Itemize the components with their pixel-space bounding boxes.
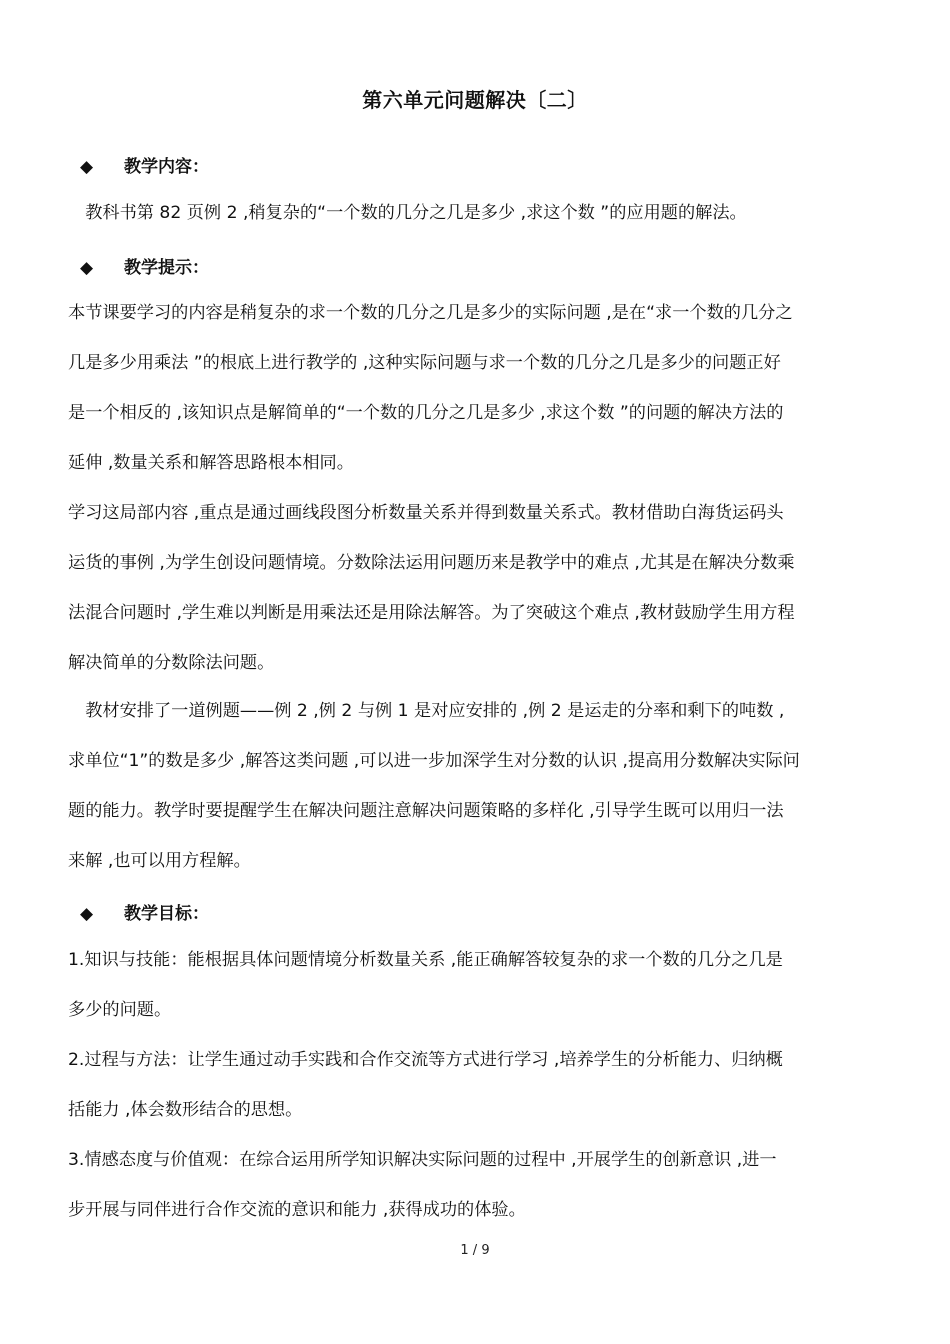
paragraph-hints-3 [68, 686, 888, 886]
text-line: 本节课要学习的内容是稍复杂的求一个数的几分之几是多少的实际问题 ,是在“求一个数的几分之 [68, 303, 793, 323]
text-line: 来解 ,也可以用方程解。 [68, 851, 251, 871]
text-line: 题的能力。教学时要提醒学生在解决问题注意解决问题策略的多样化 ,引导学生既可以用归一法 [68, 801, 784, 821]
text-line: 是一个相反的 ,该知识点是解简单的“一个数的几分之几是多少 ,求这个数 ”的问题的解决方法的 [68, 403, 784, 423]
heading-teaching-hints [80, 253, 209, 278]
paragraph-hints-1 [68, 288, 888, 488]
text-line: 多少的问题。 [68, 1000, 172, 1020]
paragraph-teaching-content [68, 188, 888, 238]
text-line: 3.情感态度与价值观：在综合运用所学知识解决实际问题的过程中 ,开展学生的创新意识 ,进一 [68, 1150, 777, 1170]
page-title: 第六单元问题解决〔二〕 [362, 88, 588, 112]
text-line: 求单位“1”的数是多少 ,解答这类问题 ,可以进一步加深学生对分数的认识 ,提高用分数解决实际问 [68, 751, 800, 771]
heading-teaching-goals [80, 899, 209, 924]
text-line: 1.知识与技能：能根据具体问题情境分析数量关系 ,能正确解答较复杂的求一个数的几分之几是 [68, 950, 783, 970]
text-line: 2.过程与方法：让学生通过动手实践和合作交流等方式进行学习 ,培养学生的分析能力、归纳概 [68, 1050, 783, 1070]
text-line: 教材安排了一道例题——例 2 ,例 2 与例 1 是对应安排的 ,例 2 是运走的分率和剩下的吨数 , [68, 701, 785, 721]
heading-label: 教学目标： [124, 904, 209, 924]
paragraph-goal-3 [68, 1135, 888, 1235]
text-line: 步开展与同伴进行合作交流的意识和能力 ,获得成功的体验。 [68, 1200, 526, 1220]
paragraph-hints-2 [68, 488, 888, 688]
paragraph-goal-2 [68, 1035, 888, 1135]
heading-teaching-content [80, 152, 209, 177]
paragraph-goal-1 [68, 935, 888, 1035]
text-line: 延伸 ,数量关系和解答思路根本相同。 [68, 453, 354, 473]
text-line: 运货的事例 ,为学生创设问题情境。分数除法运用问题历来是教学中的难点 ,尤其是在解决分数乘 [68, 553, 795, 573]
diamond-bullet-icon: ◆ [80, 258, 94, 278]
text-line: 几是多少用乘法 ”的根底上进行教学的 ,这种实际问题与求一个数的几分之几是多少的问题正好 [68, 353, 781, 373]
text-line: 括能力 ,体会数形结合的思想。 [68, 1100, 303, 1120]
page-indicator: 1 / 9 [460, 1243, 490, 1258]
text-line: 教科书第 82 页例 2 ,稍复杂的“一个数的几分之几是多少 ,求这个数 ”的应用题的解法。 [68, 203, 747, 223]
heading-label: 教学内容： [124, 157, 209, 177]
heading-label: 教学提示： [124, 258, 209, 278]
text-line: 学习这局部内容 ,重点是通过画线段图分析数量关系并得到数量关系式。教材借助白海货运码头 [68, 503, 784, 523]
text-line: 解决简单的分数除法问题。 [68, 653, 275, 673]
text-line: 法混合问题时 ,学生难以判断是用乘法还是用除法解答。为了突破这个难点 ,教材鼓励学生用方程 [68, 603, 795, 623]
diamond-bullet-icon: ◆ [80, 904, 94, 924]
diamond-bullet-icon: ◆ [80, 157, 94, 177]
